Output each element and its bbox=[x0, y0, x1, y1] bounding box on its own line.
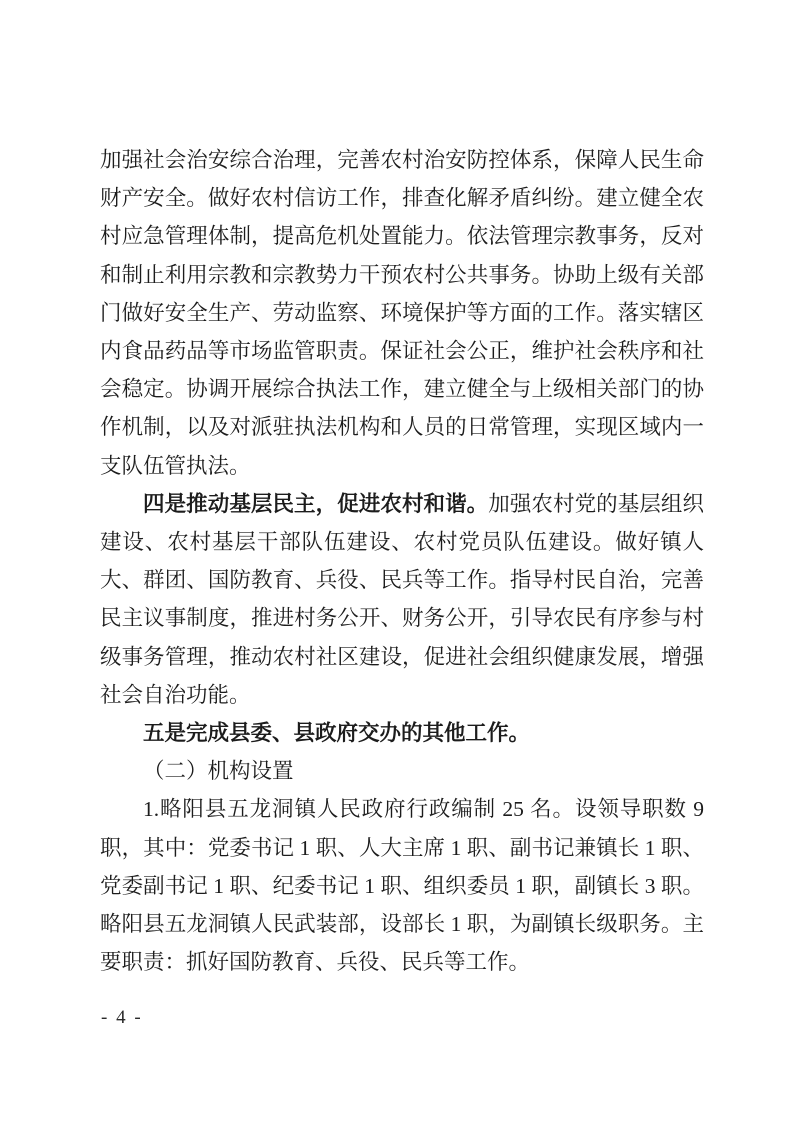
paragraph-org-setup: 1.略阳县五龙洞镇人民政府行政编制 25 名。设领导职数 9 职，其中：党委书记 1 职、人大主席 1 职、副书记兼镇长 1 职、党委副书记 1 职、纪委书记 1 职、组织委员 1 职，副镇长 3 职。略阳县五龙洞镇人民武装部，设部长 1 职，为副镇长级职务。主要职责：抓好国防教育、兵役、民兵等工作。 bbox=[100, 797, 704, 975]
paragraph-item-four-text: 加强农村党的基层组织建设、农村基层干部队伍建设、农村党员队伍建设。做好镇人大、群团、国防教育、兵役、民兵等工作。指导村民自治，完善民主议事制度，推进村务公开、财务公开，引导农民有序参与村级事务管理，推动农村社区建设，促进社会组织健康发展，增强社会自治功能。 bbox=[100, 491, 704, 707]
paragraph-item-four-lead: 四是推动基层民主，促进农村和谐。 bbox=[143, 491, 489, 516]
heading-item-five: 五是完成县委、县政府交办的其他工作。 bbox=[143, 721, 531, 746]
paragraph-continuation-text: 加强社会治安综合治理，完善农村治安防控体系，保障人民生命财产安全。做好农村信访工作，排查化解矛盾纠纷。建立健全农村应急管理体制，提高危机处置能力。依法管理宗教事务，反对和制止利用宗教和宗教势力干预农村公共事务。协助上级有关部门做好安全生产、劳动监察、环境保护等方面的工作。落实辖区内食品药品等市场监管职责。保证社会公正，维护社会秩序和社会稳定。协调开展综合执法工作，建立健全与上级相关部门的协作机制，以及对派驻执法机构和人员的日常管理，实现区域内一支队伍管执法。 bbox=[100, 148, 704, 478]
paragraph-item-four bbox=[100, 485, 704, 714]
heading-section-two: （二）机构设置 bbox=[143, 759, 294, 784]
page-number: - 4 - bbox=[101, 1007, 143, 1028]
document-body bbox=[100, 141, 704, 981]
paragraph-continuation bbox=[100, 141, 704, 485]
